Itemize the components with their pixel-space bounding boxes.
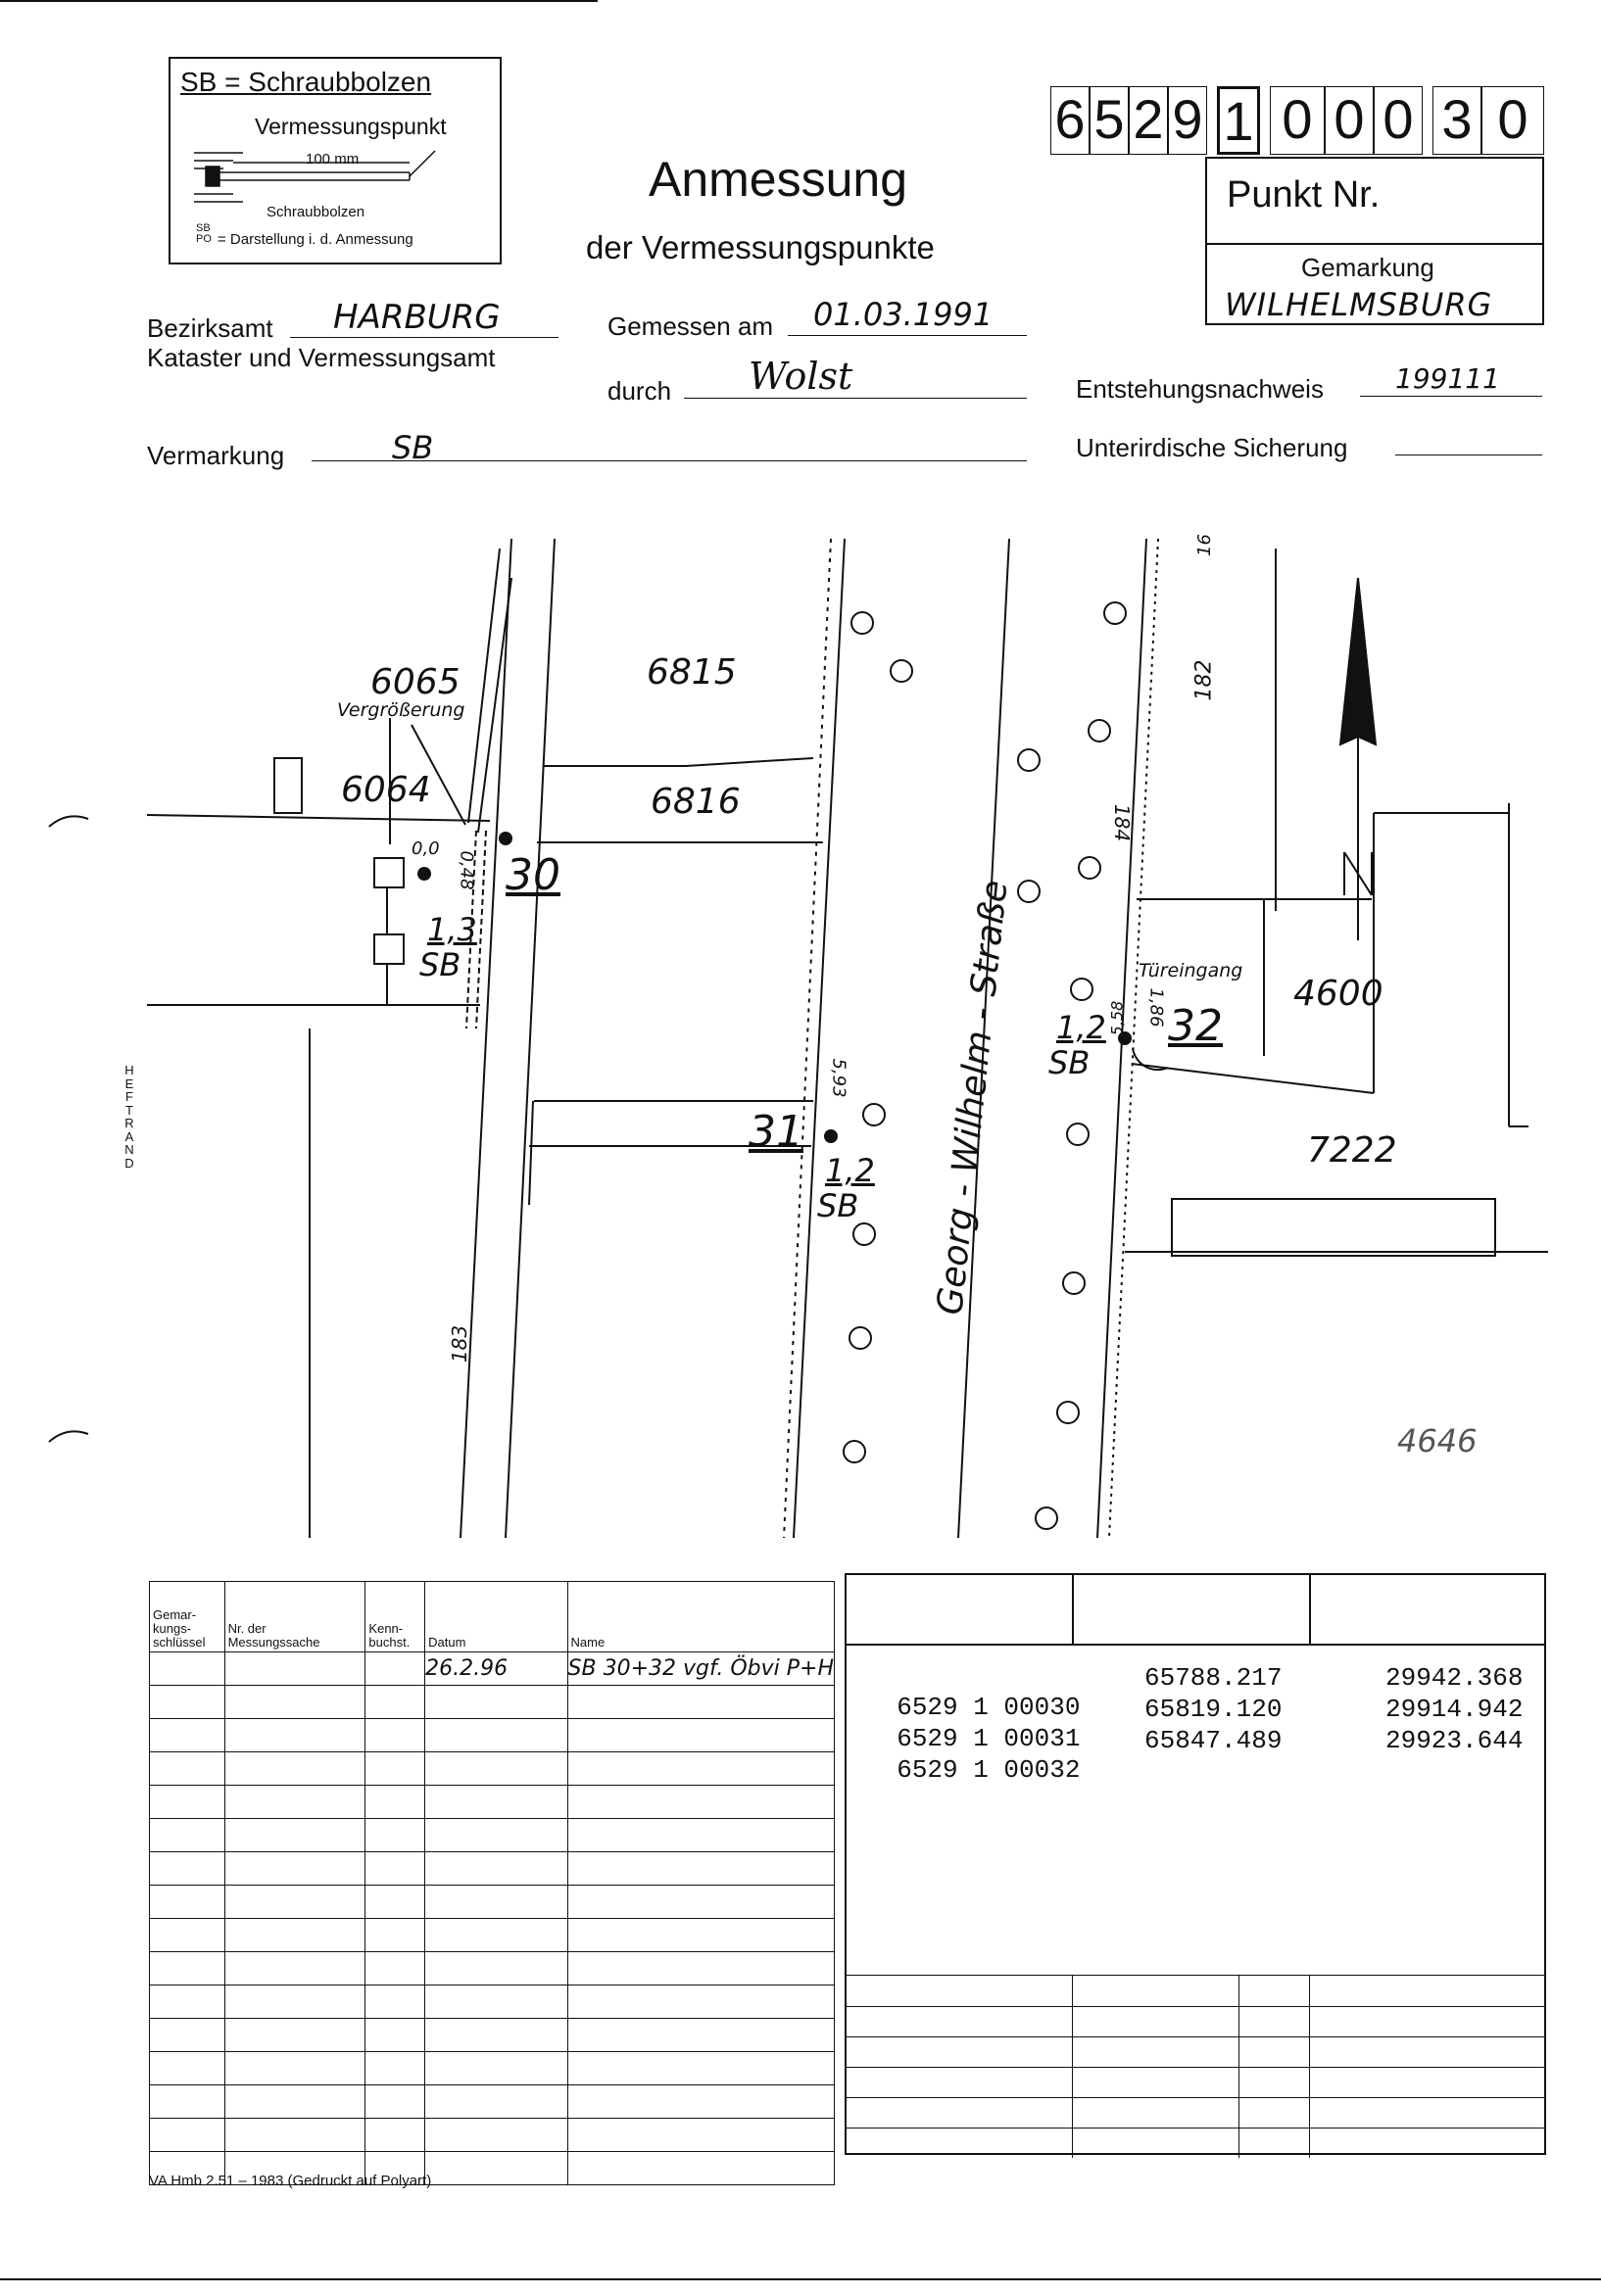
- table-cell: [224, 1786, 365, 1819]
- grid-line: [847, 2067, 1544, 2068]
- table-row: [150, 1652, 835, 1686]
- table-cell: [224, 2119, 365, 2152]
- table-cell: [567, 1719, 834, 1752]
- table-cell: [365, 2052, 425, 2085]
- table-cell: [567, 1852, 834, 1886]
- durch-label: durch: [607, 376, 672, 406]
- table-row: [150, 1886, 835, 1919]
- tuereingang-label: Türeingang: [1139, 960, 1243, 981]
- table-cell: [425, 1919, 567, 1952]
- legend-bolt-label: Schraubbolzen: [267, 204, 365, 220]
- coordinate-y: 29914.942: [1385, 1695, 1524, 1724]
- coordinate-x: 65788.217: [1144, 1663, 1283, 1693]
- heftrand-letter: N: [124, 1142, 134, 1157]
- table-cell: [567, 1752, 834, 1786]
- table-cell: [425, 1719, 567, 1752]
- table-row: [150, 2019, 835, 2052]
- gemessen-field-line: [788, 335, 1027, 336]
- table-cell: [567, 2085, 834, 2119]
- gemarkung-value: WILHELMSBURG: [1225, 286, 1493, 323]
- grid-line: [1072, 1976, 1073, 2158]
- table-cell: [150, 1719, 225, 1752]
- table-cell: [365, 1752, 425, 1786]
- table-cell: [150, 1852, 225, 1886]
- table-cell: [425, 1819, 567, 1852]
- parcel-4646-label: 4646: [1397, 1422, 1478, 1459]
- vergroesserung-label: Vergrößerung: [337, 699, 465, 721]
- sicherung-label: Unterirdische Sicherung: [1076, 433, 1348, 462]
- digit-cell: 0: [1325, 86, 1374, 155]
- col-datum: Datum: [425, 1582, 567, 1652]
- coord-header-col2: [1309, 1575, 1311, 1644]
- table-cell: [224, 1719, 365, 1752]
- coordinate-x: 65819.120: [1144, 1695, 1283, 1724]
- table-cell: [567, 2152, 834, 2185]
- parcel-184-label: 184: [1110, 803, 1135, 842]
- parcel-16-label: 16: [1193, 534, 1215, 556]
- table-cell: [425, 1686, 567, 1719]
- table-cell: [150, 1786, 225, 1819]
- dist-593-label: 5,93: [828, 1058, 849, 1098]
- parcel-4600-label: 4600: [1293, 974, 1383, 1014]
- table-row: [150, 1752, 835, 1786]
- table-cell: [365, 1786, 425, 1819]
- gemessen-value: 01.03.1991: [813, 296, 994, 333]
- street-name-label: Georg - Wilhelm - Straße: [930, 878, 1016, 1317]
- legend-symbol-bottom: PO: [196, 233, 212, 245]
- table-cell: [224, 1886, 365, 1919]
- heftrand-letter: D: [124, 1155, 134, 1171]
- table-cell: [425, 2152, 567, 2185]
- table-cell: [150, 1886, 225, 1919]
- page-title: Anmessung: [649, 152, 908, 207]
- entstehung-field-line: [1360, 396, 1542, 397]
- table-cell: [425, 1952, 567, 1985]
- top-border-line: [0, 0, 598, 2]
- coordinate-x: 65847.489: [1144, 1726, 1283, 1755]
- table-cell: [224, 1819, 365, 1852]
- table-row: [150, 1919, 835, 1952]
- grid-line: [847, 2036, 1544, 2037]
- parcel-6064-label: 6064: [341, 770, 431, 810]
- history-table-body: [150, 1652, 835, 2185]
- point-32-mark-value: 1,2: [1056, 1009, 1106, 1046]
- coordinate-y: 29942.368: [1385, 1663, 1524, 1693]
- coord-point: 6529 1 00031: [897, 1724, 1081, 1753]
- bottom-border-line: [0, 2278, 1601, 2280]
- table-cell: [567, 1686, 834, 1719]
- coord-point: 6529 1 00032: [897, 1755, 1081, 1785]
- table-row: [150, 1719, 835, 1752]
- table-row: [150, 2085, 835, 2119]
- gemarkung-label: Gemarkung: [1301, 253, 1434, 282]
- table-cell: [365, 1719, 425, 1752]
- gemessen-label: Gemessen am: [607, 311, 774, 341]
- table-cell: [365, 1886, 425, 1919]
- punkt-nr-box: [1205, 157, 1544, 325]
- table-cell: [150, 1686, 225, 1719]
- table-cell: [150, 2019, 225, 2052]
- table-cell: [567, 1919, 834, 1952]
- table-cell: [224, 2052, 365, 2085]
- entstehung-value: 199111: [1395, 362, 1500, 395]
- bezirksamt-field-line: [290, 337, 558, 338]
- legend-symbol-code: [196, 223, 212, 245]
- table-cell: [150, 1952, 225, 1985]
- durch-field-line: [684, 398, 1027, 399]
- vermarkung-value: SB: [392, 429, 434, 466]
- heftrand-letter: A: [124, 1128, 134, 1144]
- point-32-label: 32: [1168, 1001, 1223, 1051]
- digit-cell: 9: [1168, 86, 1207, 155]
- table-cell: [365, 2085, 425, 2119]
- legend-subtitle: Vermessungspunkt: [255, 114, 447, 139]
- table-cell: [365, 2019, 425, 2052]
- table-cell: [425, 2119, 567, 2152]
- table-cell: [150, 2085, 225, 2119]
- bezirksamt-value: HARBURG: [333, 298, 501, 337]
- grid-line: [1238, 1976, 1239, 2158]
- col-messungssache: Nr. der Messungssache: [224, 1582, 365, 1652]
- table-cell: [224, 2085, 365, 2119]
- parcel-6816-label: 6816: [651, 782, 741, 822]
- table-cell: [567, 2119, 834, 2152]
- table-cell: [150, 1919, 225, 1952]
- digit-cell: 5: [1090, 86, 1129, 155]
- digit-cell: 0: [1270, 86, 1325, 155]
- col-kennbuchst: Kenn- buchst.: [365, 1582, 425, 1652]
- table-cell: [224, 1686, 365, 1719]
- point-30-mark-value: 1,3: [427, 911, 477, 948]
- grid-line: [847, 2006, 1544, 2007]
- punkt-nr-label: Punkt Nr.: [1227, 174, 1381, 215]
- north-label: [1331, 831, 1332, 832]
- coord-header-col1: [1072, 1575, 1074, 1644]
- point-31-mark-value: 1,2: [825, 1152, 875, 1189]
- dist-048-label: 0,48: [456, 850, 477, 890]
- durch-value: Wolst: [749, 355, 853, 398]
- dist-186-label: 1,86: [1145, 987, 1167, 1028]
- table-cell: [567, 2052, 834, 2085]
- table-cell: [224, 1985, 365, 2019]
- parcel-6815-label: 6815: [647, 652, 737, 693]
- point-31-label: 31: [749, 1107, 803, 1157]
- row-datum: 26.2.96: [425, 1652, 567, 1686]
- table-cell: [425, 2019, 567, 2052]
- legend-symbol-top: SB: [196, 222, 211, 234]
- survey-map: [0, 519, 1601, 1557]
- table-cell: [365, 2119, 425, 2152]
- table-row: [150, 1985, 835, 2019]
- coordinate-box: [845, 1573, 1546, 2155]
- parcel-182-label: 182: [1191, 659, 1217, 701]
- table-cell: [567, 1819, 834, 1852]
- table-cell: [224, 2019, 365, 2052]
- table-row: [150, 1819, 835, 1852]
- table-cell: [365, 1819, 425, 1852]
- table-cell: [567, 1786, 834, 1819]
- table-cell: [425, 1752, 567, 1786]
- col-gemarkung: Gemar- kungs- schlüssel: [150, 1582, 225, 1652]
- coord-lower-grid: [847, 1975, 1544, 2158]
- heftrand-letter: E: [124, 1076, 134, 1091]
- legend-title: SB = Schraubbolzen: [180, 67, 432, 97]
- punkt-nr-divider: [1207, 243, 1542, 245]
- dist-558-label: 5,58: [1107, 1000, 1127, 1036]
- parcel-183-label: 183: [448, 1324, 472, 1363]
- sicherung-field-line: [1395, 454, 1542, 455]
- entstehung-label: Entstehungsnachweis: [1076, 374, 1324, 404]
- heftrand-letter: R: [124, 1116, 134, 1130]
- digit-cell: 3: [1432, 86, 1481, 155]
- coord-header-divider: [847, 1644, 1544, 1646]
- grid-line: [1309, 1976, 1310, 2158]
- table-cell: [224, 1852, 365, 1886]
- digit-cell: 0: [1374, 86, 1423, 155]
- table-cell: [150, 1752, 225, 1786]
- digit-cell: 1: [1217, 86, 1260, 155]
- bezirksamt-label: Bezirksamt: [147, 313, 273, 343]
- coordinate-y: 29923.644: [1385, 1726, 1524, 1755]
- grid-line: [847, 2128, 1544, 2129]
- print-note: VA Hmb 2.51 – 1983 (Gedruckt auf Polyart): [149, 2173, 432, 2189]
- table-cell: [365, 1852, 425, 1886]
- grid-line: [847, 2097, 1544, 2098]
- heftrand-letter: T: [125, 1102, 133, 1118]
- table-cell: [224, 1919, 365, 1952]
- point-30-mark-type: SB: [419, 946, 461, 983]
- table-row: [150, 1786, 835, 1819]
- table-cell: [150, 2119, 225, 2152]
- col-name: Name: [567, 1582, 834, 1652]
- digit-cell: 6: [1050, 86, 1090, 155]
- heftrand-letter: F: [125, 1089, 133, 1104]
- legend-representation: = Darstellung i. d. Anmessung: [218, 231, 413, 248]
- table-cell: [365, 1919, 425, 1952]
- table-row: [150, 1686, 835, 1719]
- table-cell: [567, 1886, 834, 1919]
- coord-point: 6529 1 00030: [897, 1693, 1081, 1722]
- table-cell: [150, 2052, 225, 2085]
- table-row: [150, 1952, 835, 1985]
- table-row: [150, 2052, 835, 2085]
- parcel-6065-label: 6065: [370, 662, 461, 702]
- table-cell: [567, 1952, 834, 1985]
- table-cell: [567, 2019, 834, 2052]
- table-cell: [425, 1852, 567, 1886]
- legend-box: [169, 57, 502, 264]
- heftrand-letter: H: [124, 1063, 134, 1077]
- table-row: [150, 1852, 835, 1886]
- table-cell: [365, 1686, 425, 1719]
- digit-cell: 0: [1481, 86, 1544, 155]
- point-31-mark-type: SB: [817, 1187, 859, 1224]
- table-cell: [150, 1985, 225, 2019]
- kataster-label: Kataster und Vermessungsamt: [147, 343, 496, 372]
- table-cell: [425, 1786, 567, 1819]
- table-row: [150, 2119, 835, 2152]
- point-32-mark-type: SB: [1048, 1044, 1091, 1081]
- dist-00-label: 0,0: [412, 838, 440, 859]
- table-cell: [567, 1985, 834, 2019]
- table-cell: [365, 1952, 425, 1985]
- vermarkung-label: Vermarkung: [147, 441, 285, 470]
- page-subtitle: der Vermessungspunkte: [586, 229, 935, 265]
- table-cell: [425, 1886, 567, 1919]
- table-cell: [425, 2085, 567, 2119]
- point-30-label: 30: [506, 850, 560, 900]
- table-cell: [365, 1985, 425, 2019]
- table-cell: [224, 1752, 365, 1786]
- parcel-7222-label: 7222: [1307, 1130, 1397, 1171]
- coordinate-row: [866, 1726, 1080, 1785]
- row-name: SB 30+32 vgf. Öbvi P+H: [567, 1652, 834, 1686]
- point-number-box: [1050, 86, 1544, 325]
- legend-dimension: 100 mm: [306, 151, 360, 167]
- digit-cell: 2: [1129, 86, 1168, 155]
- table-cell: [150, 1819, 225, 1852]
- table-cell: [425, 2052, 567, 2085]
- table-cell: [425, 1985, 567, 2019]
- measurement-history-table: [149, 1581, 835, 2185]
- table-cell: [224, 1952, 365, 1985]
